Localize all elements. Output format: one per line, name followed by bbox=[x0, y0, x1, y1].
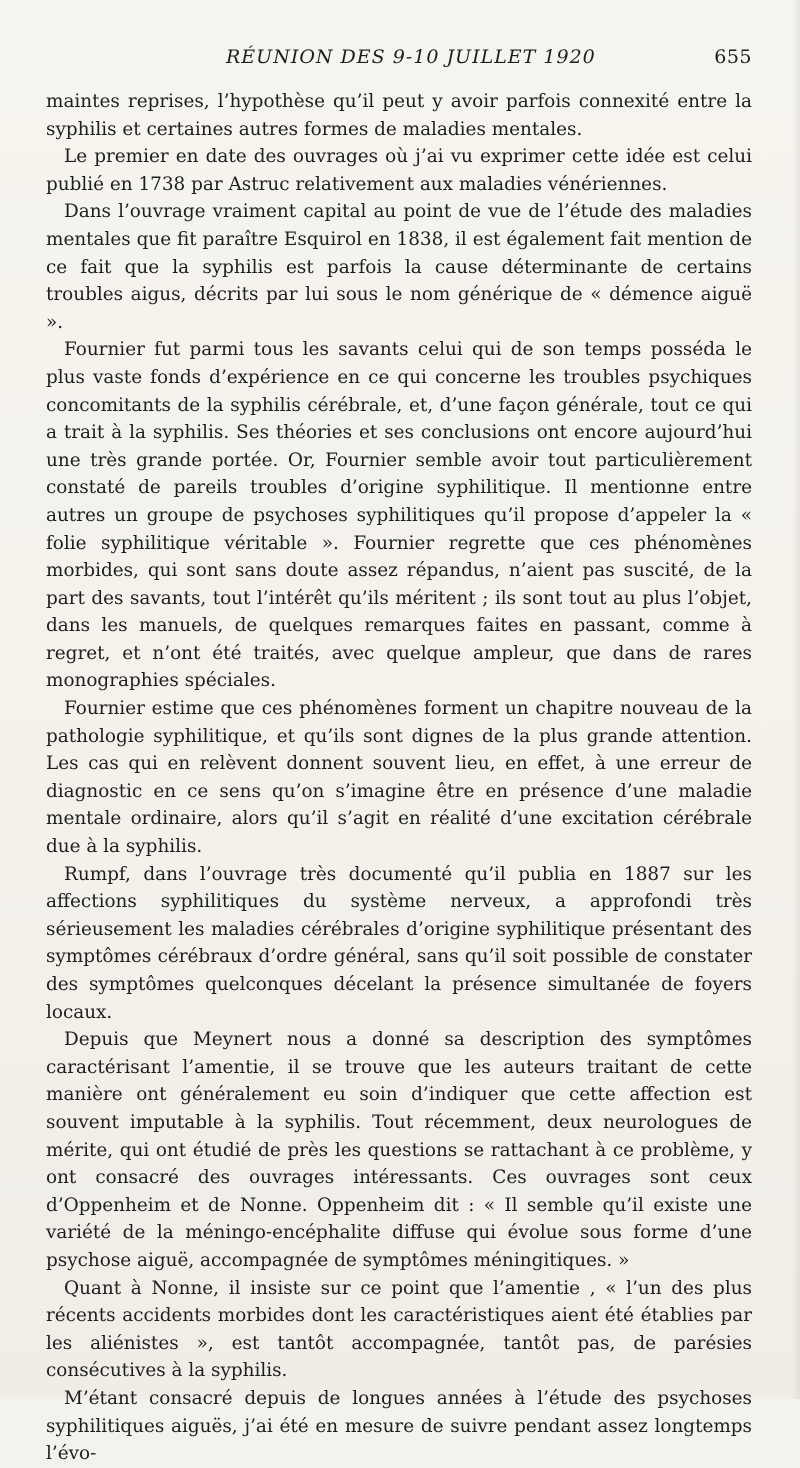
running-title: RÉUNION DES 9-10 JUILLET 1920 bbox=[226, 46, 596, 68]
paragraph-6: Rumpf, dans l’ouvrage très documenté qu’il publia en 1887 sur les affections syphilitiques du système nerveux, a approfondi très sérieusement les maladies cérébrales d’origine syphilitique présentant des symptômes cérébraux d’ordre général, sans qu’il soit possible de constater des symptômes quelconques décelant la présence simultanée de foyers locaux. bbox=[46, 863, 752, 1023]
page-header bbox=[46, 46, 752, 72]
paragraph-4: Fournier fut parmi tous les savants celui qui de son temps posséda le plus vaste fonds d’expérience en ce qui concerne les troubles psychiques concomitants de la syphilis cérébrale, et, d’une façon générale, tout ce qui a trait à la syphilis. Ses théories et ses conclusions ont encore aujourd’hui une très grande portée. Or, Fournier semble avoir tout particulièrement constaté de pareils troubles d’origine syphilitique. Il mentionne entre autres un groupe de psychoses syphilitiques qu’il propose d’appeler la « folie syphilitique véritable ». Fournier regrette que ces phénomènes morbides, qui sont sans doute assez répandus, n’aient pas suscité, de la part des savants, tout l’intérêt qu’ils méritent ; ils sont tout au plus l’objet, dans les manuels, de quelques remarques faites en passant, comme à regret, et n’ont été traités, avec quelque ampleur, que dans de rares monographies spéciales. bbox=[46, 339, 752, 692]
paragraph-9: M’étant consacré depuis de longues années à l’étude des psychoses syphilitiques aiguës, j’ai été en mesure de suivre pendant assez longtemps l’évo- bbox=[46, 1387, 752, 1465]
body-text bbox=[46, 88, 752, 1468]
scan-edge-shadow bbox=[792, 0, 800, 1399]
paragraph-8: Quant à Nonne, il insiste sur ce point que l’amentie , « l’un des plus récents accidents morbides dont les caractéristiques aient été établies par les aliénistes », est tantôt accompagnée, tantôt pas, de parésies consécutives à la syphilis. bbox=[46, 1277, 752, 1382]
paragraph-7: Depuis que Meynert nous a donné sa description des symptômes caractérisant l’amentie, il se trouve que les auteurs traitant de cette manière ont généralement eu soin d’indiquer que cette affection est souvent imputable à la syphilis. Tout récemment, deux neurologues de mérite, qui ont étudié de près les questions se rattachant à ce problème, y ont consacré des ouvrages intéressants. Ces ouvrages sont ceux d’Oppenheim et de Nonne. Oppenheim dit : « Il semble qu’il existe une variété de la méningo-encéphalite diffuse qui évolue sous forme d’une psychose aiguë, accompagnée de symptômes méningitiques. » bbox=[46, 1029, 752, 1271]
page-number: 655 bbox=[714, 46, 752, 68]
paragraph-2: Le premier en date des ouvrages où j’ai vu exprimer cette idée est celui publié en 1738 par Astruc relativement aux maladies vénériennes. bbox=[46, 146, 752, 195]
paragraph-1: maintes reprises, l’hypothèse qu’il peut y avoir parfois connexité entre la syphilis et certaines autres formes de maladies mentales. bbox=[46, 91, 752, 140]
paragraph-3: Dans l’ouvrage vraiment capital au point de vue de l’étude des maladies mentales que fit paraître Esquirol en 1838, il est également fait mention de ce fait que la syphilis est parfois la cause déterminante de certains troubles aigus, décrits par lui sous le nom générique de « démence aiguë ». bbox=[46, 201, 752, 333]
paragraph-5: Fournier estime que ces phénomènes forment un chapitre nouveau de la pathologie syphilitique, et qu’ils sont dignes de la plus grande attention. Les cas qui en relèvent donnent souvent lieu, en effet, à une erreur de diagnostic en ce sens qu’on s’imagine être en présence d’une maladie mentale ordinaire, alors qu’il s’agit en réalité d’une excitation cérébrale due à la syphilis. bbox=[46, 698, 752, 858]
